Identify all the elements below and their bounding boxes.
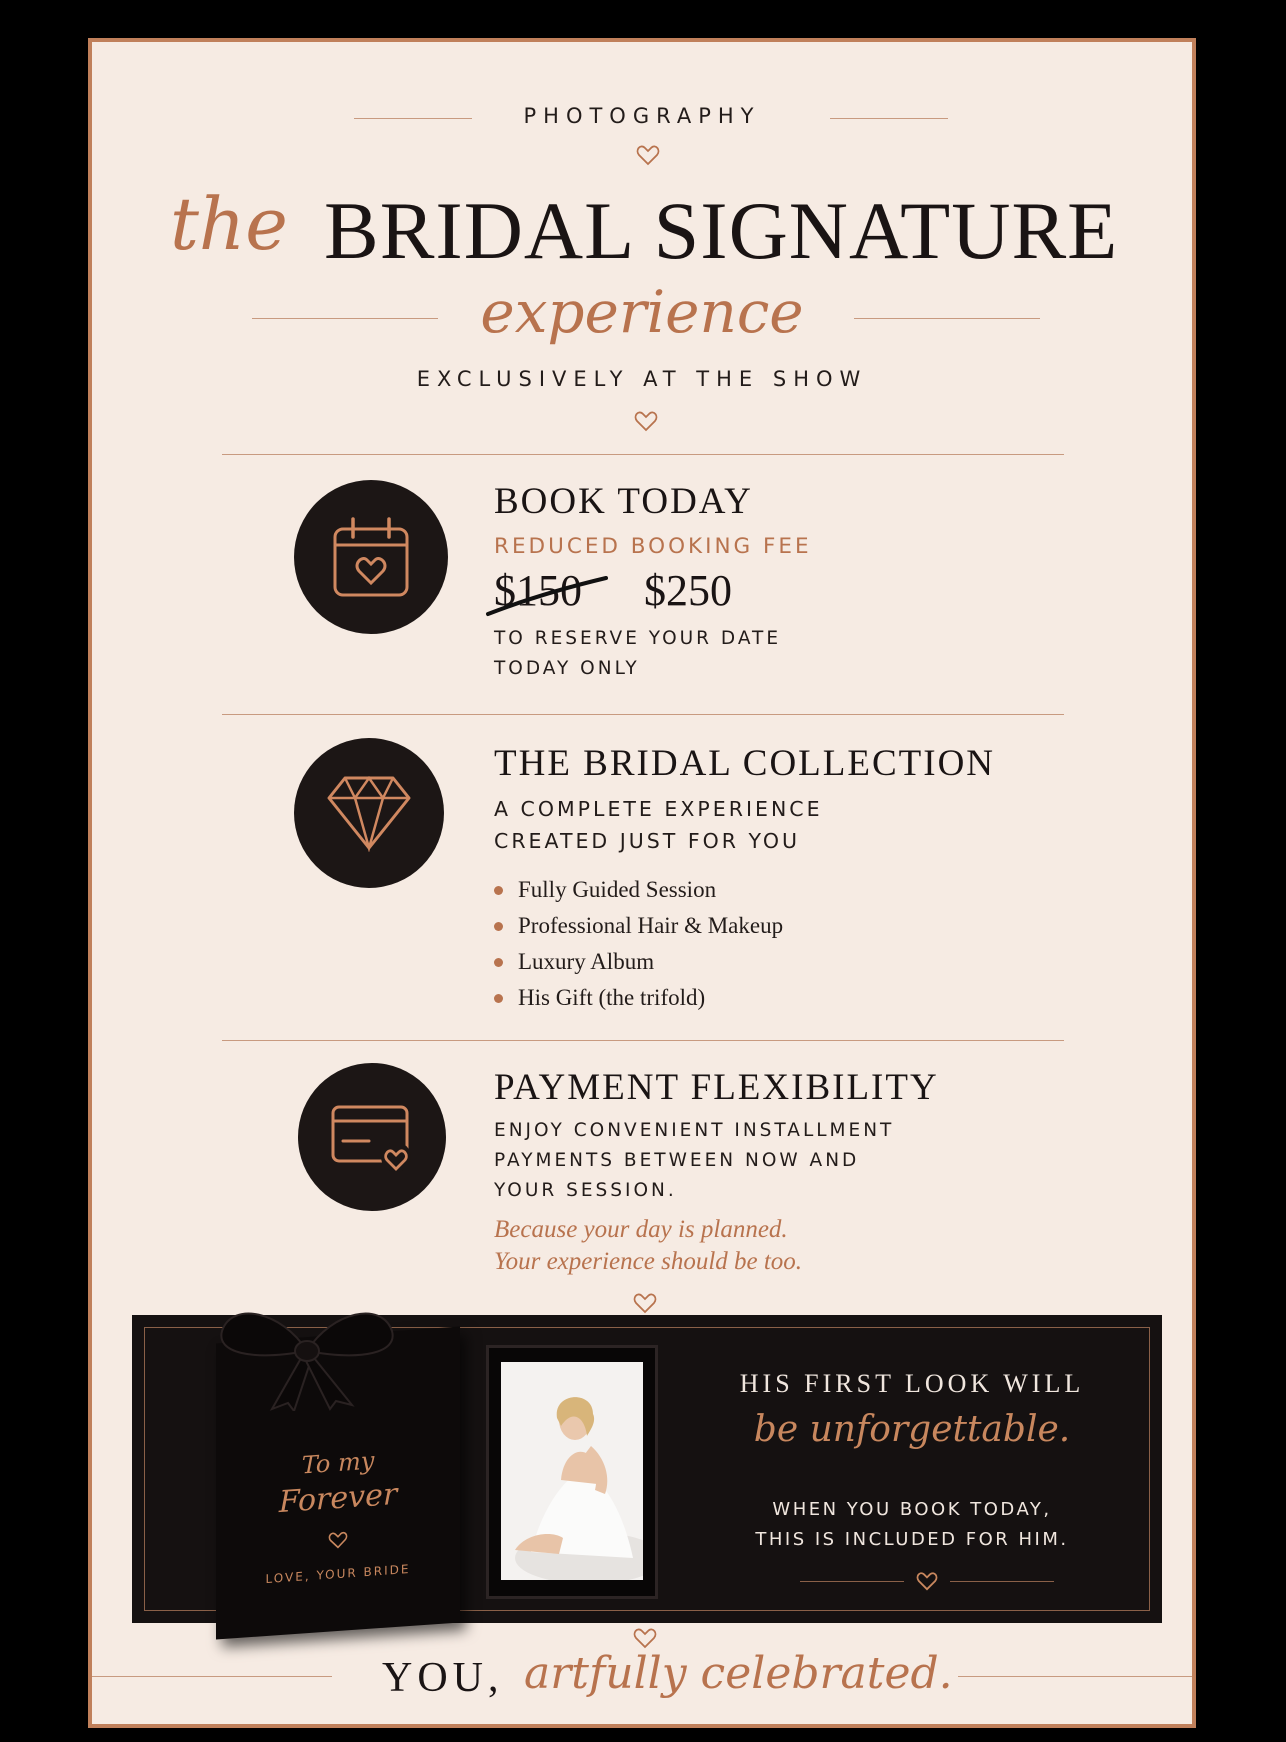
box-script-1: To my <box>301 1446 375 1480</box>
section-line: ENJOY CONVENIENT INSTALLMENT <box>494 1120 895 1141</box>
feature-list <box>492 872 783 1016</box>
banner-line: WHEN YOU BOOK TODAY, <box>772 1499 1052 1520</box>
heart-icon <box>633 1627 657 1649</box>
section-divider <box>222 454 1064 455</box>
new-price: $250 <box>644 566 732 615</box>
bullet-dot <box>494 922 503 931</box>
section-title: BOOK TODAY <box>494 481 753 522</box>
divider-line <box>950 1581 1054 1582</box>
section-line: TO RESERVE YOUR DATE <box>494 628 782 649</box>
footer-main: YOU, <box>382 1655 504 1701</box>
section-line: TODAY ONLY <box>494 658 640 679</box>
list-item-label: Luxury Album <box>518 949 655 974</box>
banner-headline: HIS FIRST LOOK WILL <box>739 1369 1085 1398</box>
photo-frame <box>486 1345 658 1599</box>
strikethrough-mark <box>484 574 610 618</box>
old-price: $150 <box>494 566 582 615</box>
list-item <box>492 908 783 944</box>
heart-icon <box>636 144 660 166</box>
box-script-2: Forever <box>278 1476 398 1521</box>
diamond-icon <box>325 774 413 852</box>
section-line: CREATED JUST FOR YOU <box>494 829 801 853</box>
title-script: the <box>170 182 288 266</box>
section-divider <box>222 714 1064 715</box>
title-sub-script: experience <box>480 278 804 346</box>
list-item <box>492 944 783 980</box>
section-subtitle: REDUCED BOOKING FEE <box>494 534 812 559</box>
script-line: Because your day is planned. <box>494 1216 788 1243</box>
kicker: PHOTOGRAPHY <box>523 104 761 128</box>
bullet-dot <box>494 958 503 967</box>
banner-line: THIS IS INCLUDED FOR HIM. <box>755 1529 1069 1550</box>
section-divider <box>222 1040 1064 1041</box>
divider-line <box>830 118 948 119</box>
footer-script: artfully celebrated. <box>524 1648 953 1699</box>
list-item-label: Professional Hair & Makeup <box>518 913 784 938</box>
card-circle <box>298 1063 446 1211</box>
tagline: EXCLUSIVELY AT THE SHOW <box>416 367 868 391</box>
promo-banner <box>132 1315 1162 1623</box>
section-line: A COMPLETE EXPERIENCE <box>494 797 823 821</box>
banner-headline-script: be unforgettable. <box>753 1409 1071 1450</box>
list-item-label: Fully Guided Session <box>518 877 717 902</box>
section-line: YOUR SESSION. <box>494 1180 677 1201</box>
divider-line <box>92 1676 332 1677</box>
page-title: BRIDAL SIGNATURE <box>324 185 1119 276</box>
heart-icon <box>328 1530 348 1549</box>
section-line: PAYMENTS BETWEEN NOW AND <box>494 1150 860 1171</box>
credit-card-heart-icon <box>329 1101 415 1173</box>
list-item-label: His Gift (the trifold) <box>518 985 706 1010</box>
section-title: PAYMENT FLEXIBILITY <box>494 1067 939 1108</box>
heart-icon <box>634 410 658 432</box>
diamond-circle <box>294 738 444 888</box>
flyer-card <box>88 38 1196 1728</box>
list-item <box>492 980 783 1016</box>
calendar-heart-icon <box>331 515 411 599</box>
script-line: Your experience should be too. <box>494 1248 803 1275</box>
bridal-photo <box>501 1362 643 1580</box>
bow-ribbon-icon <box>212 1291 402 1411</box>
divider-line <box>854 318 1040 319</box>
divider-line <box>958 1676 1192 1677</box>
divider-line <box>800 1581 904 1582</box>
bullet-dot <box>494 994 503 1003</box>
box-sign: LOVE, YOUR BRIDE <box>265 1561 411 1587</box>
bullet-dot <box>494 886 503 895</box>
calendar-circle <box>294 480 448 634</box>
heart-icon <box>633 1292 657 1314</box>
section-title: THE BRIDAL COLLECTION <box>494 743 996 784</box>
list-item <box>492 872 783 908</box>
heart-icon <box>916 1571 938 1591</box>
